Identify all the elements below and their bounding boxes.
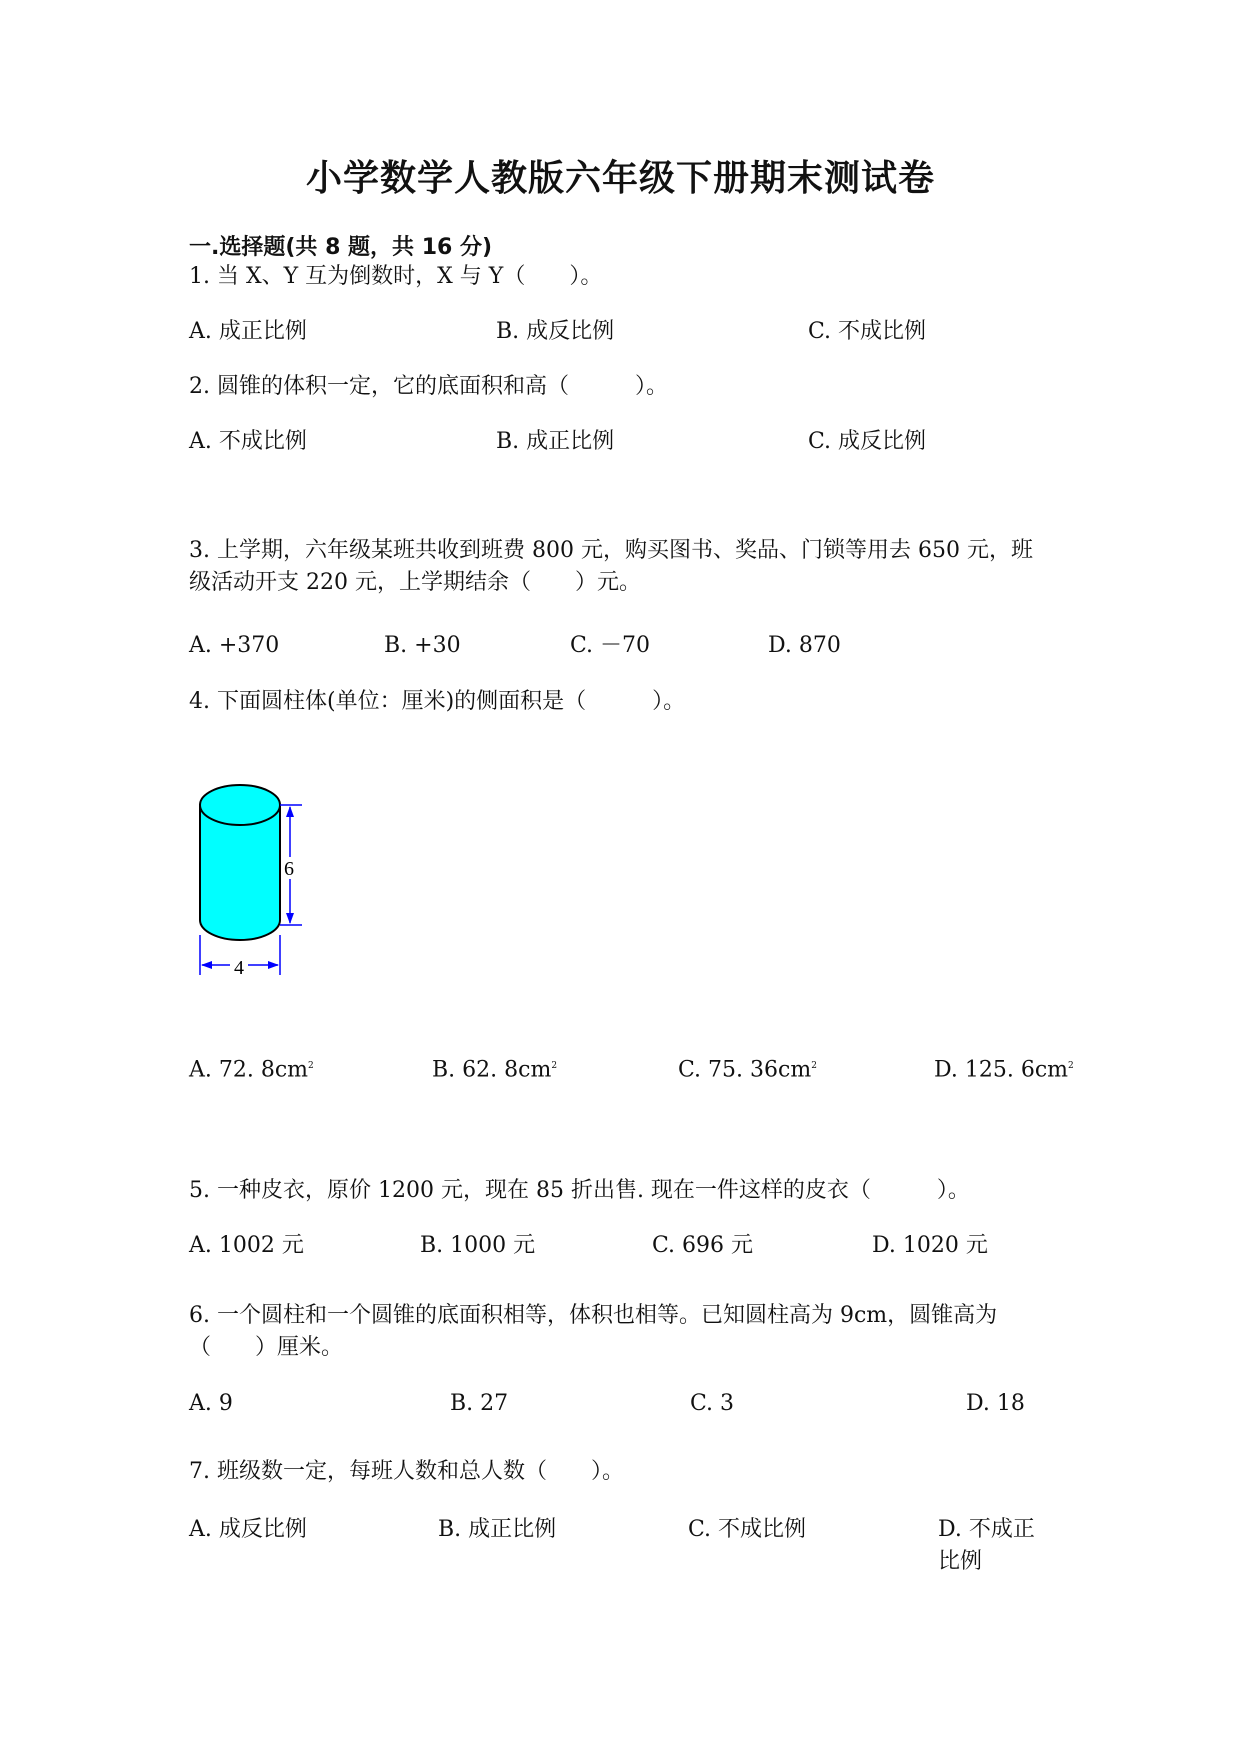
- question-5-option-d: D. 1020 元: [872, 1233, 988, 1258]
- section-heading: 一.选择题(共 8 题，共 16 分): [189, 235, 493, 260]
- question-6-stem: 6. 一个圆柱和一个圆锥的底面积相等，体积也相等。已知圆柱高为 9cm，圆锥高为（ ）厘米。: [189, 1303, 998, 1360]
- question-7-option-d: D. 不成正比例: [938, 1517, 1035, 1574]
- question-1-option-a: A. 成正比例: [189, 319, 307, 344]
- question-7-stem: 7. 班级数一定，每班人数和总人数（ ）。: [189, 1459, 624, 1484]
- cylinder-figure: [190, 775, 310, 995]
- question-7-option-b: B. 成正比例: [438, 1517, 557, 1542]
- question-4-option-d: D. 125. $6cm^2$: [934, 1057, 1074, 1083]
- question-1-stem: 1. 当 X、Y 互为倒数时，X 与 Y（ ）。: [189, 264, 603, 289]
- question-3-option-a: A. +370: [189, 633, 280, 658]
- question-1-option-c: C. 不成比例: [808, 319, 927, 344]
- question-4-option-c: C. 75. $36cm^2$: [678, 1057, 817, 1083]
- question-5-option-a: A. 1002 元: [189, 1233, 304, 1258]
- question-5-stem: 5. 一种皮衣，原价 1200 元，现在 85 折出售. 现在一件这样的皮衣（ ）。: [189, 1178, 970, 1203]
- page-title: 小学数学人教版六年级下册期末测试卷: [305, 158, 935, 199]
- question-6-option-a: A. 9: [189, 1391, 233, 1416]
- question-6-option-c: C. 3: [690, 1391, 735, 1416]
- question-7-option-a: A. 成反比例: [189, 1517, 307, 1542]
- cylinder-top: [200, 785, 280, 825]
- question-3-option-b: B. +30: [384, 633, 461, 658]
- question-2-stem: 2. 圆锥的体积一定，它的底面积和高（ ）。: [189, 374, 668, 399]
- question-5-option-c: C. 696 元: [652, 1233, 754, 1258]
- question-5-option-b: B. 1000 元: [420, 1233, 536, 1258]
- cylinder-diagram: [190, 775, 310, 995]
- question-2-option-a: A. 不成比例: [189, 429, 307, 454]
- height-label: 6: [284, 858, 294, 880]
- diameter-label: 4: [234, 957, 244, 979]
- question-3-stem: 3. 上学期，六年级某班共收到班费 800 元，购买图书、奖品、门锁等用去 650 元，班级活动开支 220 元，上学期结余（ ）元。: [189, 538, 1033, 595]
- question-4-option-a: A. 72. $8cm^2$: [189, 1057, 314, 1083]
- question-2-option-b: B. 成正比例: [496, 429, 615, 454]
- question-1-option-b: B. 成反比例: [496, 319, 615, 344]
- question-6-option-d: D. 18: [966, 1391, 1025, 1416]
- question-7-option-c: C. 不成比例: [688, 1517, 807, 1542]
- question-3-option-c: C. －70: [570, 633, 651, 658]
- question-3-option-d: D. 870: [768, 633, 841, 658]
- question-4-stem: 4. 下面圆柱体(单位：厘米)的侧面积是（ ）。: [189, 689, 686, 714]
- question-6-option-b: B. 27: [450, 1391, 509, 1416]
- question-4-option-b: B. 62. $8cm^2$: [432, 1057, 558, 1083]
- question-2-option-c: C. 成反比例: [808, 429, 927, 454]
